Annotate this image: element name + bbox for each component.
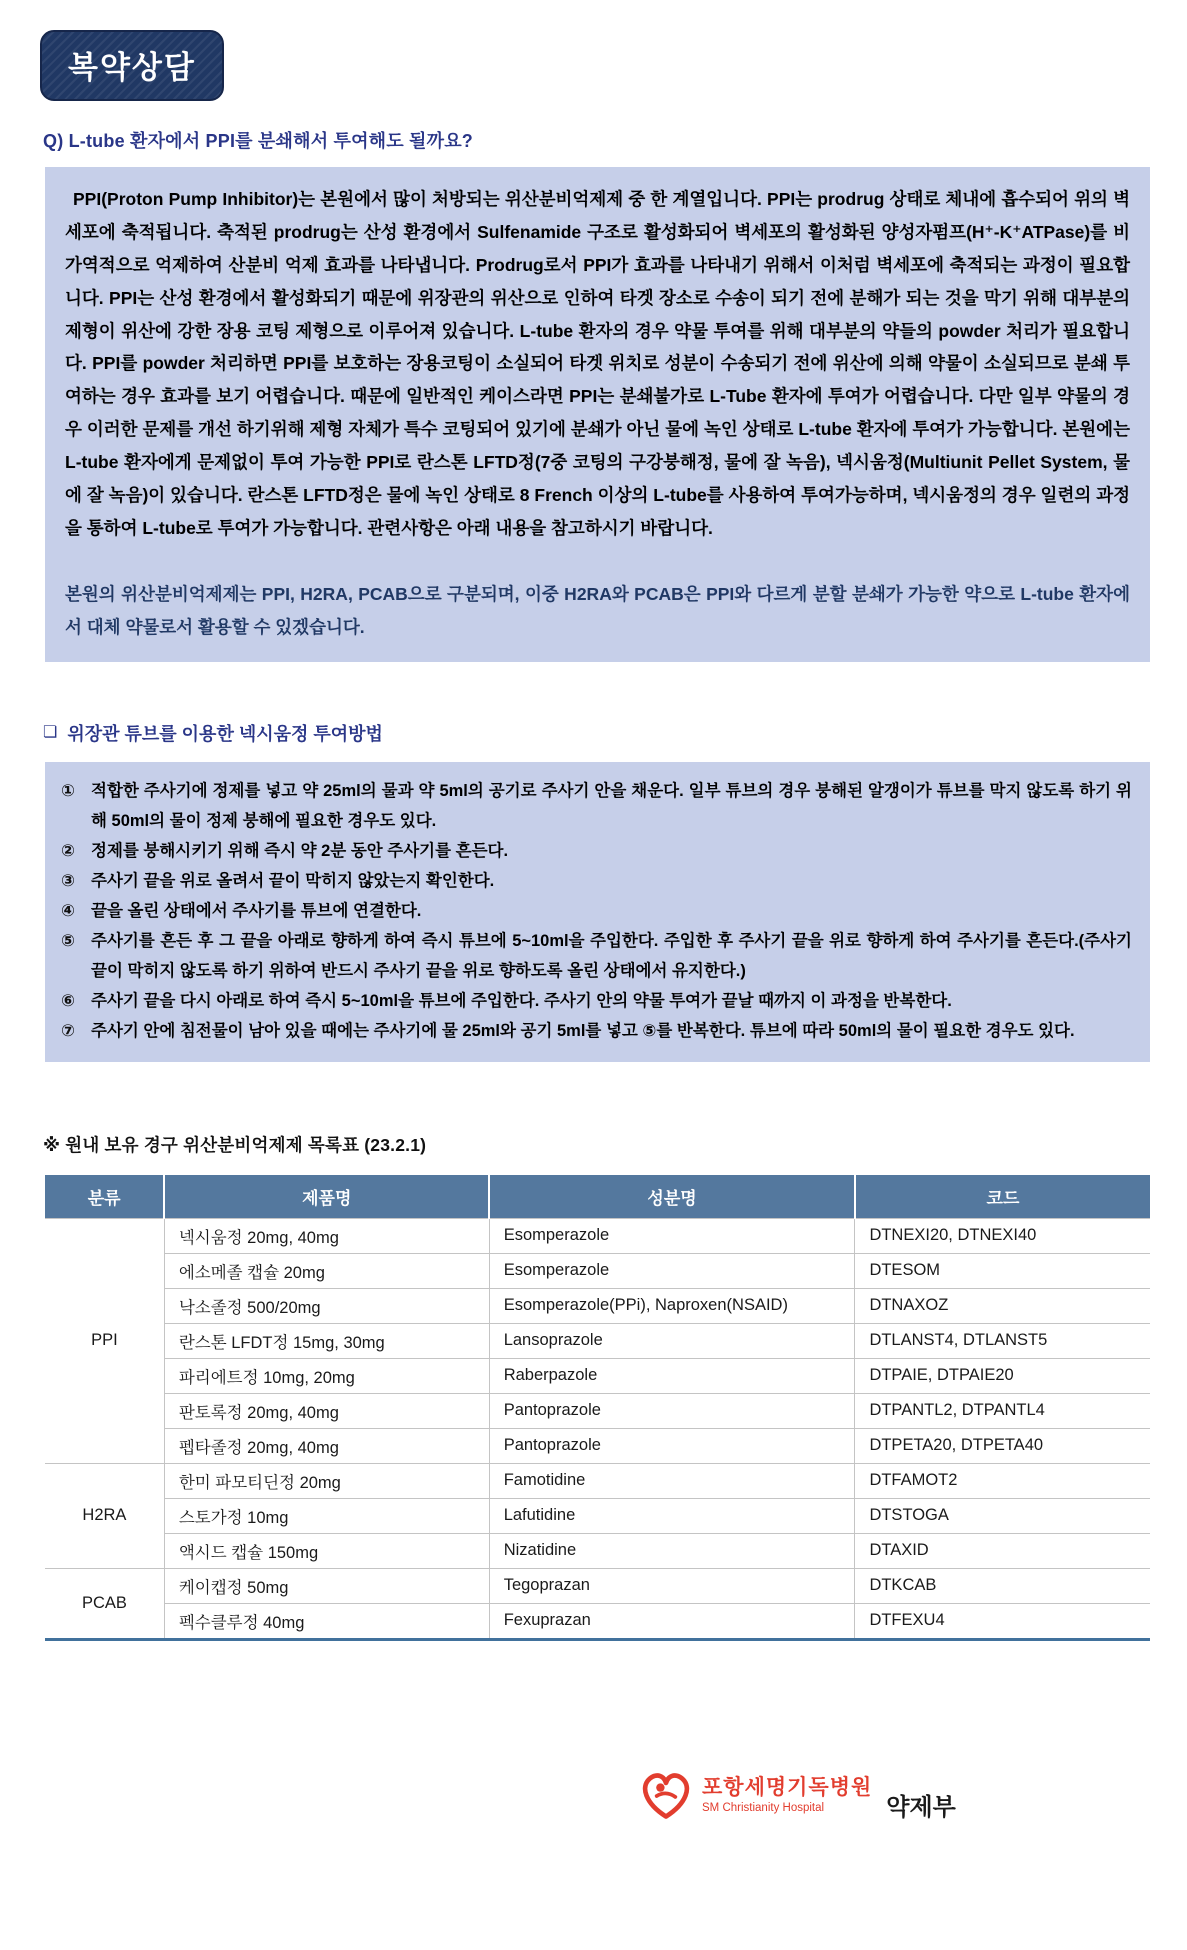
- ingredient-cell: Esomperazole: [489, 1253, 855, 1288]
- product-cell: 판토록정 20mg, 40mg: [164, 1393, 489, 1428]
- column-header: 성분명: [489, 1175, 855, 1219]
- code-cell: DTNEXI20, DTNEXI40: [855, 1218, 1150, 1253]
- product-cell: 낙소졸정 500/20mg: [164, 1288, 489, 1323]
- code-cell: DTAXID: [855, 1533, 1150, 1568]
- product-cell: 넥시움정 20mg, 40mg: [164, 1218, 489, 1253]
- footer: [638, 1768, 956, 1824]
- table-header-row: [45, 1175, 1150, 1219]
- category-cell-h2ra: H2RA: [45, 1463, 164, 1568]
- step-text: 끝을 올린 상태에서 주사기를 튜브에 연결한다.: [91, 901, 422, 920]
- table-title: ※ 원내 보유 경구 위산분비억제제 목록표 (23.2.1): [43, 1134, 427, 1155]
- table-row: [45, 1323, 1150, 1358]
- step-text: 적합한 주사기에 정제를 넣고 약 25ml의 물과 약 5ml의 공기로 주사기 안을 채운다. 일부 튜브의 경우 붕해된 알갱이가 튜브를 막지 않도록 하기 위해 50ml의 물이 정제 붕해에 필요한 경우도 있다.: [91, 781, 1132, 830]
- medication-table: [45, 1175, 1150, 1641]
- ingredient-cell: Tegoprazan: [489, 1568, 855, 1603]
- product-cell: 스토가정 10mg: [164, 1498, 489, 1533]
- category-cell-ppi: PPI: [45, 1218, 164, 1463]
- code-cell: DTSTOGA: [855, 1498, 1150, 1533]
- procedure-step-3: [61, 866, 1132, 896]
- table-row: [45, 1533, 1150, 1568]
- product-cell: 액시드 캡슐 150mg: [164, 1533, 489, 1568]
- hospital-name-english: SM Christianity Hospital: [702, 1802, 825, 1815]
- procedure-heading-label: 위장관 튜브를 이용한 넥시움정 투여방법: [67, 723, 383, 744]
- step-number: ③: [61, 871, 75, 890]
- step-text: 주사기 끝을 다시 아래로 하여 즉시 5~10ml을 튜브에 주입한다. 주사기 안의 약물 투여가 끝날 때까지 이 과정을 반복한다.: [91, 991, 952, 1010]
- procedure-step-7: [61, 1016, 1132, 1046]
- code-cell: DTPANTL2, DTPANTL4: [855, 1393, 1150, 1428]
- product-cell: 펩타졸정 20mg, 40mg: [164, 1428, 489, 1463]
- document-title-badge: 복약상담: [40, 30, 224, 101]
- ingredient-cell: Pantoprazole: [489, 1393, 855, 1428]
- code-cell: DTPAIE, DTPAIE20: [855, 1358, 1150, 1393]
- step-text: 정제를 붕해시키기 위해 즉시 약 2분 동안 주사기를 흔든다.: [91, 841, 509, 860]
- ingredient-cell: Nizatidine: [489, 1533, 855, 1568]
- table-row: [45, 1603, 1150, 1639]
- procedure-step-2: [61, 836, 1132, 866]
- step-number: ①: [61, 781, 75, 800]
- answer-paragraph-main: PPI(Proton Pump Inhibitor)는 본원에서 많이 처방되는 위산분비억제제 중 한 계열입니다. PPI는 prodrug 상태로 체내에 흡수되어 위의 벽세포에 축적됩니다. 축적된 prodrug는 산성 환경에서 Sulfenamide 구조로 활성화되어 벽세포의 활성화된 양성자펌프(H⁺-K⁺ATPase)를 비가역적으로 억제하여 산분비 억제 효과를 나타냅니다. Prodrug로서 PPI가 효과를 나타내기 위해서 이처럼 벽세포에 축적되는 과정이 필요합니다. PPI는 산성 환경에서 활성화되기 때문에 위장관의 위산으로 인하여 타겟 장소로 수송이 되기 전에 분해가 되는 것을 막기 위해 대부분의 제형이 위산에 강한 장용 코팅 제형으로 이루어져 있습니다. L-tube 환자의 경우 약물 투여를 위해 대부분의 약들의 powder 처리가 필요합니다. PPI를 powder 처리하면 PPI를 보호하는 장용코팅이 소실되어 타겟 위치로 성분이 수송되기 전에 위산에 의해 약물이 소실되므로 분쇄 투여하는 경우 효과를 보기 어렵습니다. 때문에 일반적인 케이스라면 PPI는 분쇄불가로 L-Tube 환자에 투여가 어렵습니다. 다만 일부 약물의 경우 이러한 문제를 개선 하기위해 제형 자체가 특수 코팅되어 있기에 분쇄가 아닌 물에 녹인 상태로 L-tube 환자에 투여가 가능합니다. 본원에는 L-tube 환자에게 문제없이 투여 가능한 PPI로 란스톤 LFTD정(7중 코팅의 구강붕해정, 물에 잘 녹음), 넥시움정(Multiunit Pellet System, 물에 잘 녹음)이 있습니다. 란스톤 LFTD정은 물에 녹인 상태로 8 French 이상의 L-tube를 사용하여 투여가능하며, 넥시움정의 경우 일련의 과정을 통하여 L-tube로 투여가 가능합니다. 관련사항은 아래 내용을 참고하시기 바랍니다.: [65, 189, 1130, 538]
- code-cell: DTLANST4, DTLANST5: [855, 1323, 1150, 1358]
- answer-paragraph-summary: 본원의 위산분비억제제는 PPI, H2RA, PCAB으로 구분되며, 이중 H2RA와 PCAB은 PPI와 다르게 분할 분쇄가 가능한 약으로 L-tube 환자에서 대체 약물로서 활용할 수 있겠습니다.: [65, 583, 1130, 637]
- procedure-step-1: [61, 776, 1132, 836]
- product-cell: 에소메졸 캡슐 20mg: [164, 1253, 489, 1288]
- table-row: [45, 1358, 1150, 1393]
- question-heading: Q) L-tube 환자에서 PPI를 분쇄해서 투여해도 될까요?: [43, 131, 473, 151]
- ingredient-cell: Esomperazole(PPi), Naproxen(NSAID): [489, 1288, 855, 1323]
- step-number: ②: [61, 841, 75, 860]
- pharmacy-dept-label: 약제부: [886, 1794, 956, 1821]
- table-row: [45, 1428, 1150, 1463]
- hospital-name-korean: 포항세명기독병원: [702, 1776, 873, 1800]
- code-cell: DTESOM: [855, 1253, 1150, 1288]
- product-cell: 란스톤 LFDT정 15mg, 30mg: [164, 1323, 489, 1358]
- product-cell: 펙수클루정 40mg: [164, 1603, 489, 1639]
- hospital-name-block: [702, 1776, 872, 1815]
- code-cell: DTKCAB: [855, 1568, 1150, 1603]
- table-row: [45, 1463, 1150, 1498]
- step-text: 주사기 끝을 위로 올려서 끝이 막히지 않았는지 확인한다.: [91, 871, 495, 890]
- code-cell: DTFEXU4: [855, 1603, 1150, 1639]
- step-text: 주사기 안에 침전물이 남아 있을 때에는 주사기에 물 25ml와 공기 5ml를 넣고 ⑤를 반복한다. 튜브에 따라 50ml의 물이 필요한 경우도 있다.: [91, 1021, 1075, 1040]
- step-number: ⑦: [61, 1021, 75, 1040]
- table-body: [45, 1218, 1150, 1639]
- checkbox-bullet-icon: ❏: [43, 723, 58, 741]
- column-header: 분류: [45, 1175, 164, 1219]
- table-row: [45, 1288, 1150, 1323]
- ingredient-cell: Lafutidine: [489, 1498, 855, 1533]
- procedure-step-6: [61, 986, 1132, 1016]
- ingredient-cell: Lansoprazole: [489, 1323, 855, 1358]
- step-text: 주사기를 흔든 후 그 끝을 아래로 향하게 하여 즉시 튜브에 5~10ml을 주입한다. 주입한 후 주사기 끝을 위로 향하게 하여 주사기를 흔든다.(주사기 끝이 막히지 않도록 하기 위하여 반드시 주사기 끝을 위로 향하도록 올린 상태에서 유지한다.): [91, 931, 1132, 980]
- ingredient-cell: Fexuprazan: [489, 1603, 855, 1639]
- product-cell: 케이캡정 50mg: [164, 1568, 489, 1603]
- product-cell: 한미 파모티딘정 20mg: [164, 1463, 489, 1498]
- code-cell: DTFAMOT2: [855, 1463, 1150, 1498]
- ingredient-cell: Pantoprazole: [489, 1428, 855, 1463]
- code-cell: DTPETA20, DTPETA40: [855, 1428, 1150, 1463]
- table-row: [45, 1253, 1150, 1288]
- column-header: 코드: [855, 1175, 1150, 1219]
- table-row: [45, 1568, 1150, 1603]
- step-number: ⑥: [61, 991, 75, 1010]
- product-cell: 파리에트정 10mg, 20mg: [164, 1358, 489, 1393]
- ingredient-cell: Esomperazole: [489, 1218, 855, 1253]
- ingredient-cell: Famotidine: [489, 1463, 855, 1498]
- procedure-steps: [45, 762, 1150, 1062]
- column-header: 제품명: [164, 1175, 489, 1219]
- procedure-section-heading: [43, 720, 1187, 746]
- hospital-logo-heart-icon: [638, 1768, 694, 1824]
- answer-box: [45, 167, 1150, 662]
- step-number: ④: [61, 901, 75, 920]
- procedure-step-4: [61, 896, 1132, 926]
- category-cell-pcab: PCAB: [45, 1568, 164, 1639]
- code-cell: DTNAXOZ: [855, 1288, 1150, 1323]
- table-row: [45, 1498, 1150, 1533]
- procedure-step-5: [61, 926, 1132, 986]
- step-number: ⑤: [61, 931, 75, 950]
- ingredient-cell: Raberpazole: [489, 1358, 855, 1393]
- table-row: [45, 1218, 1150, 1253]
- table-row: [45, 1393, 1150, 1428]
